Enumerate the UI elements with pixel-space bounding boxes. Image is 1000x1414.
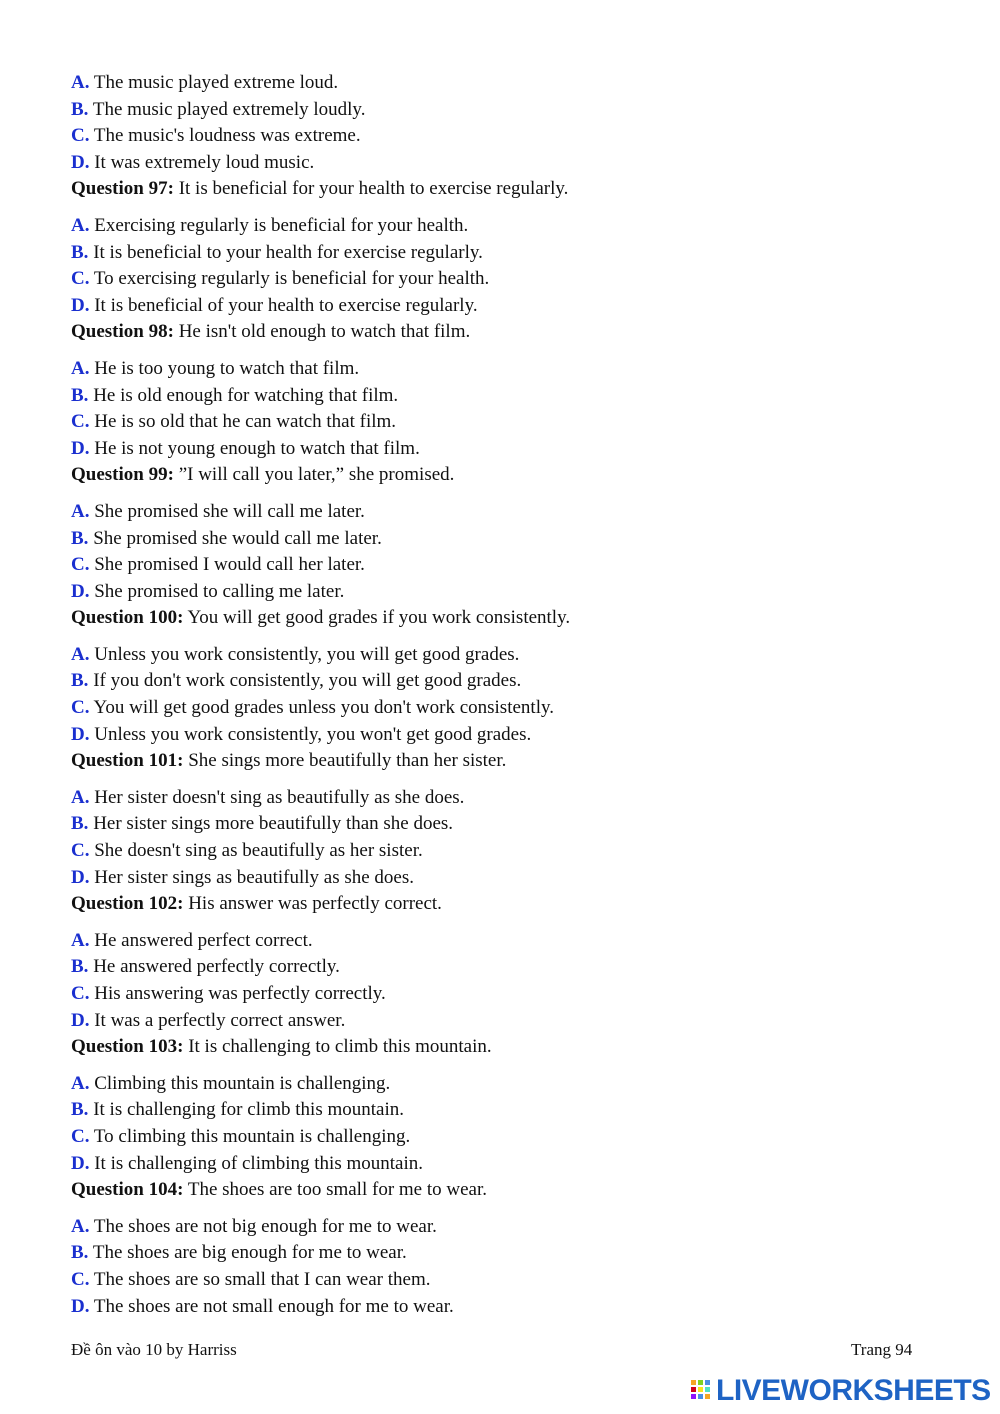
option-text: Her sister doesn't sing as beautifully as she does. (89, 786, 465, 808)
option-letter: D. (71, 723, 90, 745)
option-text: It is challenging for climb this mountain. (88, 1099, 404, 1121)
option-line (71, 785, 951, 812)
option-line (71, 954, 951, 981)
option-text: Exercising regularly is beneficial for your health. (89, 214, 469, 236)
option-letter: B. (71, 1242, 89, 1264)
question-block (71, 70, 951, 176)
option-line (71, 1267, 951, 1294)
question-block (71, 176, 951, 319)
option-letter: B. (71, 670, 89, 692)
option-text: He is so old that he can watch that film. (89, 411, 397, 433)
option-line (71, 668, 951, 695)
option-letter: D. (71, 866, 90, 888)
option-line (71, 1124, 951, 1151)
option-line (71, 1071, 951, 1098)
liveworksheets-logo-icon (690, 1379, 712, 1403)
question-text: She sings more beautifully than her sister. (183, 750, 507, 772)
option-line (71, 1240, 951, 1267)
question-line (71, 319, 951, 346)
option-letter: C. (71, 1125, 90, 1147)
question-label: Question 103: (71, 1036, 184, 1058)
option-text: The music played extremely loudly. (88, 98, 366, 120)
option-letter: D. (71, 580, 90, 602)
question-block (71, 462, 951, 605)
option-letter: A. (71, 643, 90, 665)
option-line (71, 213, 951, 240)
question-line (71, 748, 951, 775)
option-letter: D. (71, 1009, 90, 1031)
option-text: The shoes are so small that I can wear them. (89, 1268, 431, 1290)
option-text: He is old enough for watching that film. (88, 384, 399, 406)
option-line (71, 981, 951, 1008)
question-label: Question 98: (71, 321, 174, 343)
option-text: It is beneficial of your health to exercise regularly. (89, 294, 478, 316)
question-block (71, 748, 951, 891)
option-letter: D. (71, 151, 90, 173)
option-text: It is challenging of climbing this mountain. (89, 1152, 423, 1174)
question-line (71, 1034, 951, 1061)
option-letter: C. (71, 840, 90, 862)
option-line (71, 526, 951, 553)
option-letter: B. (71, 813, 89, 835)
option-letter: A. (71, 500, 90, 522)
option-letter: C. (71, 697, 90, 719)
option-text: Climbing this mountain is challenging. (89, 1072, 391, 1094)
option-letter: A. (71, 929, 90, 951)
option-line (71, 722, 951, 749)
option-line (71, 579, 951, 606)
worksheet-content (71, 70, 951, 1320)
question-label: Question 104: (71, 1179, 184, 1201)
page-number: Trang 94 (851, 1340, 913, 1359)
option-letter: C. (71, 983, 90, 1004)
option-line (71, 838, 951, 865)
option-text: The music's loudness was extreme. (89, 125, 361, 147)
option-line (71, 552, 951, 579)
option-line (71, 240, 951, 267)
option-letter: B. (71, 527, 89, 549)
option-line (71, 293, 951, 320)
question-line (71, 176, 951, 203)
question-label: Question 97: (71, 178, 174, 200)
option-letter: A. (71, 786, 90, 808)
option-line (71, 499, 951, 526)
option-text: The shoes are big enough for me to wear. (88, 1242, 407, 1264)
question-block (71, 891, 951, 1034)
liveworksheets-logo (690, 1376, 991, 1406)
option-letter: D. (71, 1152, 90, 1174)
option-letter: A. (71, 1072, 90, 1094)
question-label: Question 101: (71, 750, 184, 772)
option-text: To climbing this mountain is challenging. (89, 1125, 411, 1147)
option-line (71, 150, 951, 177)
question-text: ”I will call you later,” she promised. (173, 464, 455, 486)
option-line (71, 811, 951, 838)
option-letter: A. (71, 357, 90, 379)
question-text: It is challenging to climb this mountain. (183, 1036, 492, 1058)
option-text: He answered perfectly correctly. (88, 956, 340, 978)
option-line (71, 409, 951, 436)
option-text: Her sister sings as beautifully as she does. (89, 866, 415, 888)
option-line (71, 1097, 951, 1124)
option-letter: B. (71, 956, 89, 978)
option-text: The shoes are not big enough for me to wear. (89, 1215, 437, 1237)
option-line (71, 266, 951, 293)
option-line (71, 1151, 951, 1178)
option-line (71, 865, 951, 892)
option-text: It was extremely loud music. (89, 151, 315, 173)
option-letter: C. (71, 411, 90, 433)
option-line (71, 123, 951, 150)
option-text: You will get good grades unless you don't work consistently. (89, 697, 554, 719)
option-line (71, 642, 951, 669)
option-line (71, 383, 951, 410)
question-line (71, 891, 951, 918)
option-line (71, 695, 951, 722)
option-letter: B. (71, 384, 89, 406)
question-text: His answer was perfectly correct. (183, 893, 442, 915)
option-text: He is not young enough to watch that film. (89, 437, 420, 459)
question-block (71, 605, 951, 748)
question-text: You will get good grades if you work consistently. (183, 607, 571, 629)
option-text: She doesn't sing as beautifully as her sister. (89, 840, 423, 862)
option-letter: C. (71, 125, 90, 147)
option-line (71, 356, 951, 383)
option-letter: B. (71, 241, 89, 263)
option-text: It was a perfectly correct answer. (89, 1009, 346, 1031)
option-line (71, 1008, 951, 1035)
question-text: He isn't old enough to watch that film. (173, 321, 471, 343)
option-text: Her sister sings more beautifully than she does. (88, 813, 454, 835)
option-letter: C. (71, 554, 90, 576)
question-line (71, 605, 951, 632)
option-letter: D. (71, 1295, 90, 1317)
option-line (71, 1294, 951, 1321)
option-line (71, 70, 951, 97)
question-block (71, 1177, 951, 1320)
option-line (71, 436, 951, 463)
option-text: She promised I would call her later. (89, 554, 365, 576)
option-text: He answered perfect correct. (89, 929, 313, 951)
option-letter: C. (71, 268, 90, 290)
question-text: The shoes are too small for me to wear. (183, 1179, 488, 1201)
option-text: The shoes are not small enough for me to wear. (89, 1295, 454, 1317)
option-letter: D. (71, 437, 90, 459)
option-line (71, 928, 951, 955)
question-block (71, 1034, 951, 1177)
option-text: To exercising regularly is beneficial for your health. (89, 268, 490, 290)
option-letter: C. (71, 1268, 90, 1290)
footer-title: Đề ôn vào 10 by Harriss (71, 1340, 237, 1359)
option-text: The music played extreme loud. (89, 72, 339, 93)
question-block (71, 319, 951, 462)
option-letter: A. (71, 1215, 90, 1237)
liveworksheets-logo-text: LIVEWORKSHEETS (716, 1374, 991, 1407)
option-letter: D. (71, 294, 90, 316)
option-text: She promised she will call me later. (89, 500, 365, 522)
option-text: His answering was perfectly correctly. (89, 983, 386, 1004)
question-line (71, 1177, 951, 1204)
option-text: She promised she would call me later. (88, 527, 382, 549)
option-letter: B. (71, 98, 89, 120)
option-line (71, 1214, 951, 1241)
option-text: If you don't work consistently, you will get good grades. (88, 670, 522, 692)
question-line (71, 462, 951, 489)
option-letter: A. (71, 72, 90, 93)
option-text: He is too young to watch that film. (89, 357, 360, 379)
option-letter: A. (71, 214, 90, 236)
option-letter: B. (71, 1099, 89, 1121)
option-text: It is beneficial to your health for exercise regularly. (88, 241, 483, 263)
option-text: Unless you work consistently, you will get good grades. (89, 643, 520, 665)
question-label: Question 102: (71, 893, 184, 915)
question-label: Question 99: (71, 464, 174, 486)
question-text: It is beneficial for your health to exercise regularly. (173, 178, 569, 200)
option-line (71, 97, 951, 124)
question-label: Question 100: (71, 607, 184, 629)
option-text: Unless you work consistently, you won't get good grades. (89, 723, 532, 745)
option-text: She promised to calling me later. (89, 580, 345, 602)
